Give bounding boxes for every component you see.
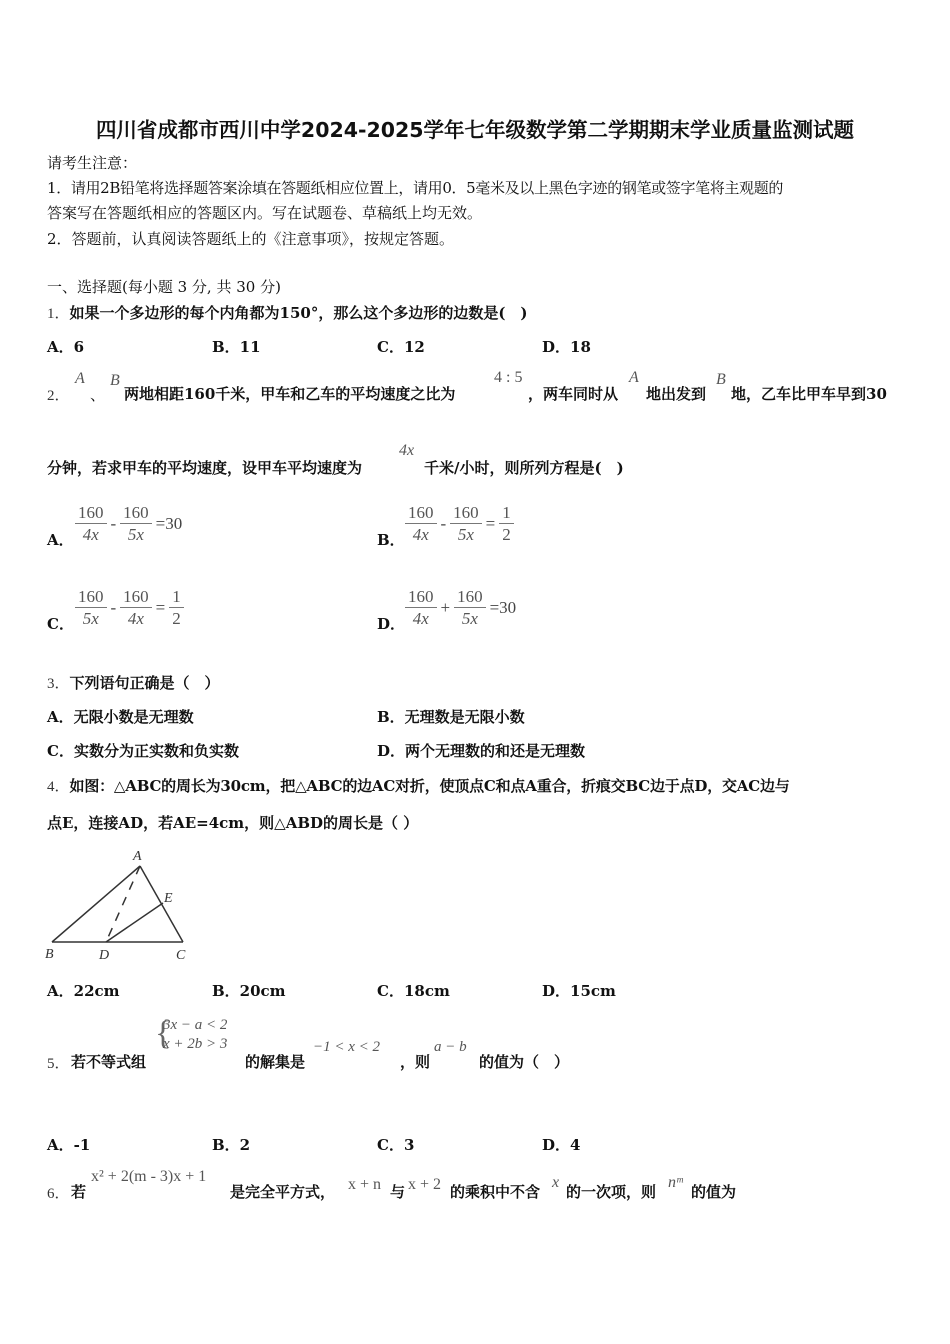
q2-option-a-equation[interactable]: $\frac{160}{4x}$ - $\frac{160}{5x}$ =30 (75, 502, 184, 545)
q1-option-c[interactable]: C．12 (377, 338, 425, 356)
fraction: $\frac{1}{2}$ (169, 586, 184, 629)
question-text: 如图：△ABC的周长为30cm，把△ABC的边AC对折，使顶点C和点A重合，折痕交BC边于点D，交AC边与 (69, 777, 790, 795)
section-heading: 一、选择题(每小题 3 分, 共 30 分) (47, 278, 281, 296)
q6-text-2: 是完全平方式， (230, 1183, 336, 1201)
q4-option-b[interactable]: B．20cm (212, 982, 286, 1000)
page-title: 四川省成都市西川中学2024-2025学年七年级数学第二学期期末学业质量监测试题 (95, 118, 855, 142)
question-number: 1． (47, 306, 70, 322)
q1-option-b[interactable]: B．11 (212, 338, 261, 356)
question-text: 如果一个多边形的每个内角都为150°，那么这个多边形的边数是( ) (69, 304, 528, 322)
q2-option-a-label[interactable]: A． (47, 531, 74, 549)
factor-1: x + n (348, 1176, 382, 1193)
q2-option-d-label[interactable]: D． (377, 615, 406, 633)
fraction: $\frac{160}{4x}$ (405, 586, 437, 629)
fraction: $\frac{160}{5x}$ (75, 586, 107, 629)
q2-text-2: ，两车同时从 (528, 385, 619, 403)
question-4 (47, 775, 790, 796)
fraction: $\frac{160}{5x}$ (454, 586, 486, 629)
solution-set: −1 < x < 2 (313, 1039, 381, 1055)
q4-option-a[interactable]: A．22cm (47, 982, 120, 1000)
question-text-cont: 点E，连接AD，若AE=4cm，则△ABD的周长是（ ） (47, 814, 419, 832)
question-number: 3． (47, 676, 70, 692)
triangle-figure (44, 846, 190, 964)
q2-text-1: 两地相距160千米，甲车和乙车的平均速度之比为 (124, 385, 456, 403)
q6-text-6: 的值为 (691, 1183, 737, 1201)
q1-option-a[interactable]: A．6 (47, 338, 85, 356)
question-text: 下列语句正确是（ ） (69, 674, 220, 692)
q4-option-c[interactable]: C．18cm (377, 982, 450, 1000)
question-number: 4． (47, 779, 70, 795)
point-a: A (629, 369, 639, 386)
q2-option-d-equation[interactable]: $\frac{160}{4x}$ + $\frac{160}{5x}$ =30 (405, 586, 518, 629)
question-number: 6． (47, 1186, 70, 1202)
label-e: E (164, 891, 173, 906)
q5-text-2: 的解集是 (245, 1053, 306, 1071)
label-a: A (133, 849, 142, 864)
ratio: 4 : 5 (494, 369, 523, 386)
label-d: D (99, 948, 110, 963)
power-expr: nᵐ (668, 1174, 683, 1191)
q2-text-3: 地出发到 (646, 385, 707, 403)
q5-option-a[interactable]: A．-1 (47, 1136, 91, 1154)
q5-option-c[interactable]: C．3 (377, 1136, 415, 1154)
q6-text-3: 与 (390, 1183, 406, 1201)
question-3 (47, 672, 220, 693)
question-number: 5． (47, 1056, 70, 1072)
q2-option-b-label[interactable]: B． (377, 531, 405, 549)
inequality-1: 3x − a < 2 (163, 1017, 228, 1033)
q2-option-c-label[interactable]: C． (47, 615, 74, 633)
q5-text-3: ，则 (400, 1053, 431, 1071)
q5-option-d[interactable]: D．4 (542, 1136, 581, 1154)
factor-2: x + 2 (408, 1176, 442, 1193)
fraction: $\frac{160}{5x}$ (120, 502, 152, 545)
q4-option-d[interactable]: D．15cm (542, 982, 616, 1000)
notice-line-1a: 1．请用2B铅笔将选择题答案涂填在答题纸相应位置上，请用0．5毫米及以上黑色字迹的钢笔或签字笔将主观题的 (47, 179, 784, 197)
q2-option-c-equation[interactable]: $\frac{160}{5x}$ - $\frac{160}{4x}$ = $\frac{1}{2}$ (75, 586, 184, 629)
q3-option-d[interactable]: D．两个无理数的和还是无理数 (377, 742, 586, 760)
question-1 (47, 302, 528, 323)
fraction: $\frac{160}{4x}$ (405, 502, 437, 545)
label-c: C (176, 948, 186, 963)
expression: a − b (434, 1039, 467, 1055)
label-b: B (45, 947, 54, 962)
q6-text-1: 若 (71, 1183, 87, 1201)
speed-expr: 4x (399, 442, 415, 459)
question-number: 2． (47, 388, 70, 404)
separator: 、 (90, 386, 106, 404)
q3-option-a[interactable]: A．无限小数是无理数 (47, 708, 194, 726)
point-b: B (716, 371, 726, 388)
polynomial: x² + 2(m - 3)x + 1 (91, 1168, 207, 1185)
q5-text-1: 若不等式组 (71, 1053, 147, 1071)
notice-line-1b: 答案写在答题纸相应的答题区内。写在试题卷、草稿纸上均无效。 (47, 204, 483, 222)
notice-line-2: 2．答题前，认真阅读答题纸上的《注意事项》，按规定答题。 (47, 230, 455, 248)
q2-text-4: 地，乙车比甲车早到30 (731, 385, 887, 403)
fraction: $\frac{160}{5x}$ (450, 502, 482, 545)
notice-heading: 请考生注意： (47, 154, 138, 172)
fold-line-de (106, 903, 163, 942)
fraction: $\frac{160}{4x}$ (75, 502, 107, 545)
fraction: $\frac{1}{2}$ (499, 502, 514, 545)
q2-text-6: 千米/小时，则所列方程是( ) (424, 459, 624, 477)
inequality-2: x + 2b > 3 (163, 1036, 228, 1052)
left-brace: { (155, 1015, 172, 1052)
q1-option-d[interactable]: D．18 (542, 338, 591, 356)
point-a: A (75, 370, 85, 387)
q6-text-4: 的乘积中不含 (450, 1183, 541, 1201)
q2-option-b-equation[interactable]: $\frac{160}{4x}$ - $\frac{160}{5x}$ = $\frac{1}{2}$ (405, 502, 514, 545)
q3-option-c[interactable]: C．实数分为正实数和负实数 (47, 742, 239, 760)
q6-text-5: 的一次项，则 (566, 1183, 657, 1201)
variable-x: x (552, 1174, 560, 1191)
side-ab (52, 866, 140, 942)
q3-option-b[interactable]: B．无理数是无限小数 (377, 708, 525, 726)
q5-text-4: 的值为（ ） (479, 1053, 570, 1071)
q5-option-b[interactable]: B．2 (212, 1136, 251, 1154)
point-b: B (110, 372, 120, 389)
q2-text-5: 分钟，若求甲车的平均速度，设甲车平均速度为 (47, 459, 363, 477)
fraction: $\frac{160}{4x}$ (120, 586, 152, 629)
